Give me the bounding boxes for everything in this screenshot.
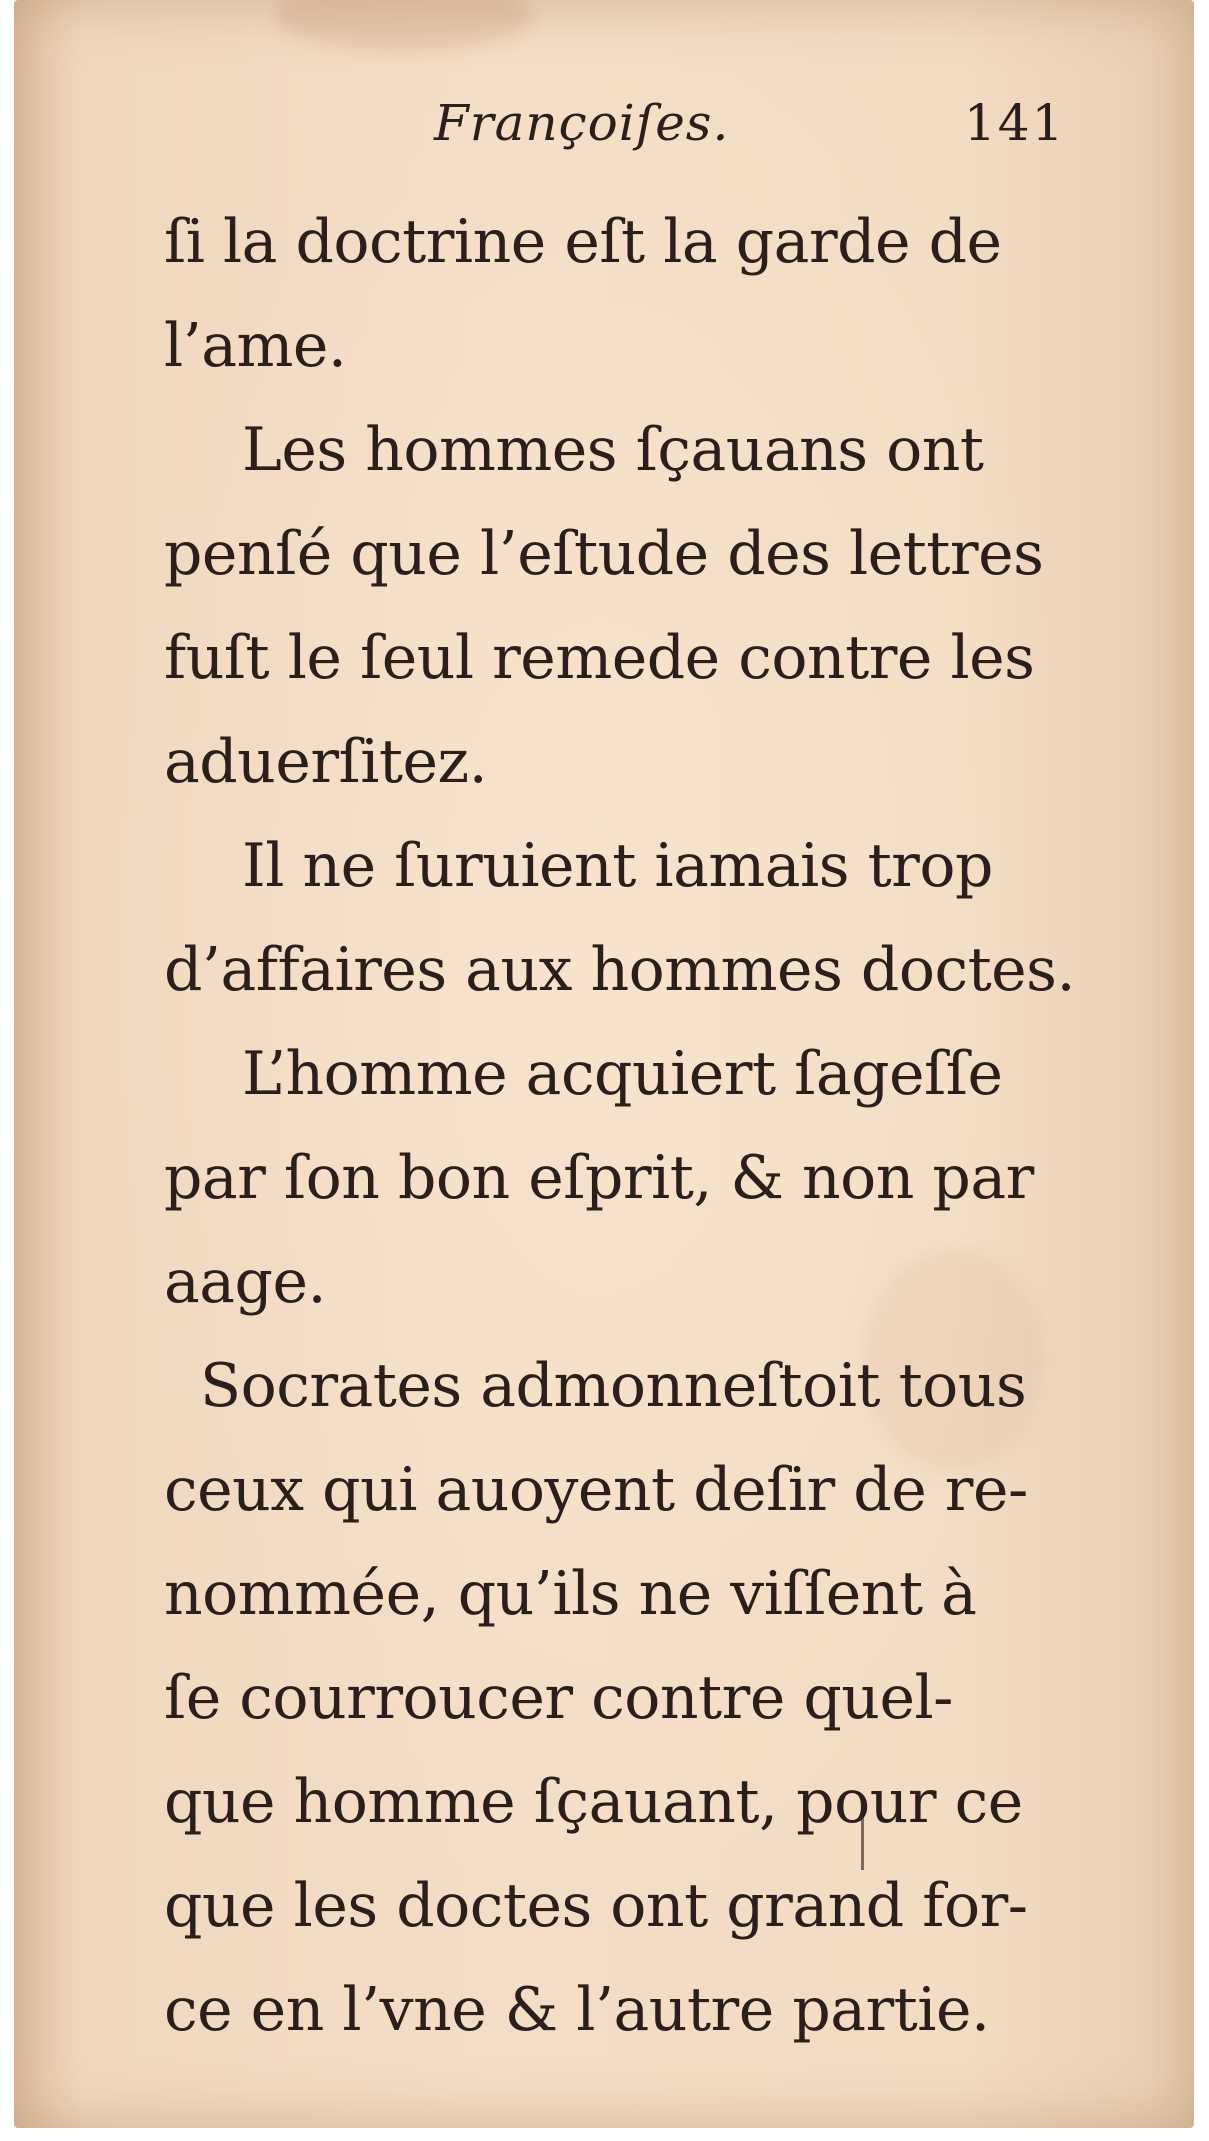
text-line: Les hommes ſçauans ont	[242, 415, 984, 485]
text-line: aage.	[164, 1247, 327, 1317]
text-block	[164, 80, 1104, 2062]
text-line: ceux qui auoyent deſir de re-	[164, 1455, 1028, 1525]
text-line: d’affaires aux hommes doctes.	[164, 935, 1076, 1005]
text-line: Socrates admonneſtoit tous	[200, 1351, 1027, 1421]
text-line: ſi la doctrine eſt la garde de	[164, 207, 1002, 277]
text-line: ſe courroucer contre quel-	[164, 1663, 953, 1733]
print-mark	[855, 1800, 864, 1870]
text-line: aduerſitez.	[164, 727, 488, 797]
text-line: par ſon bon eſprit, & non par	[164, 1143, 1034, 1213]
text-line: Il ne ſuruient iamais trop	[242, 831, 993, 901]
book-page	[14, 0, 1194, 2128]
text-line: que les doctes ont grand for-	[164, 1871, 1028, 1941]
running-title: Françoiſes.	[434, 94, 730, 152]
text-line: penſé que l’eſtude des lettres	[164, 519, 1044, 589]
paper-stain	[274, 0, 534, 50]
text-line: fuſt le ſeul remede contre les	[164, 623, 1035, 693]
text-line: l’ame.	[164, 311, 347, 381]
text-line: L’homme acquiert ſageſſe	[242, 1039, 1003, 1109]
text-line: que homme ſçauant, pour ce	[164, 1767, 1023, 1837]
page-header	[164, 80, 1104, 190]
page-number: 141	[964, 94, 1066, 152]
text-line: ce en l’vne & l’autre partie.	[164, 1975, 990, 2045]
text-line: nommée, qu’ils ne viſſent à	[164, 1559, 977, 1629]
